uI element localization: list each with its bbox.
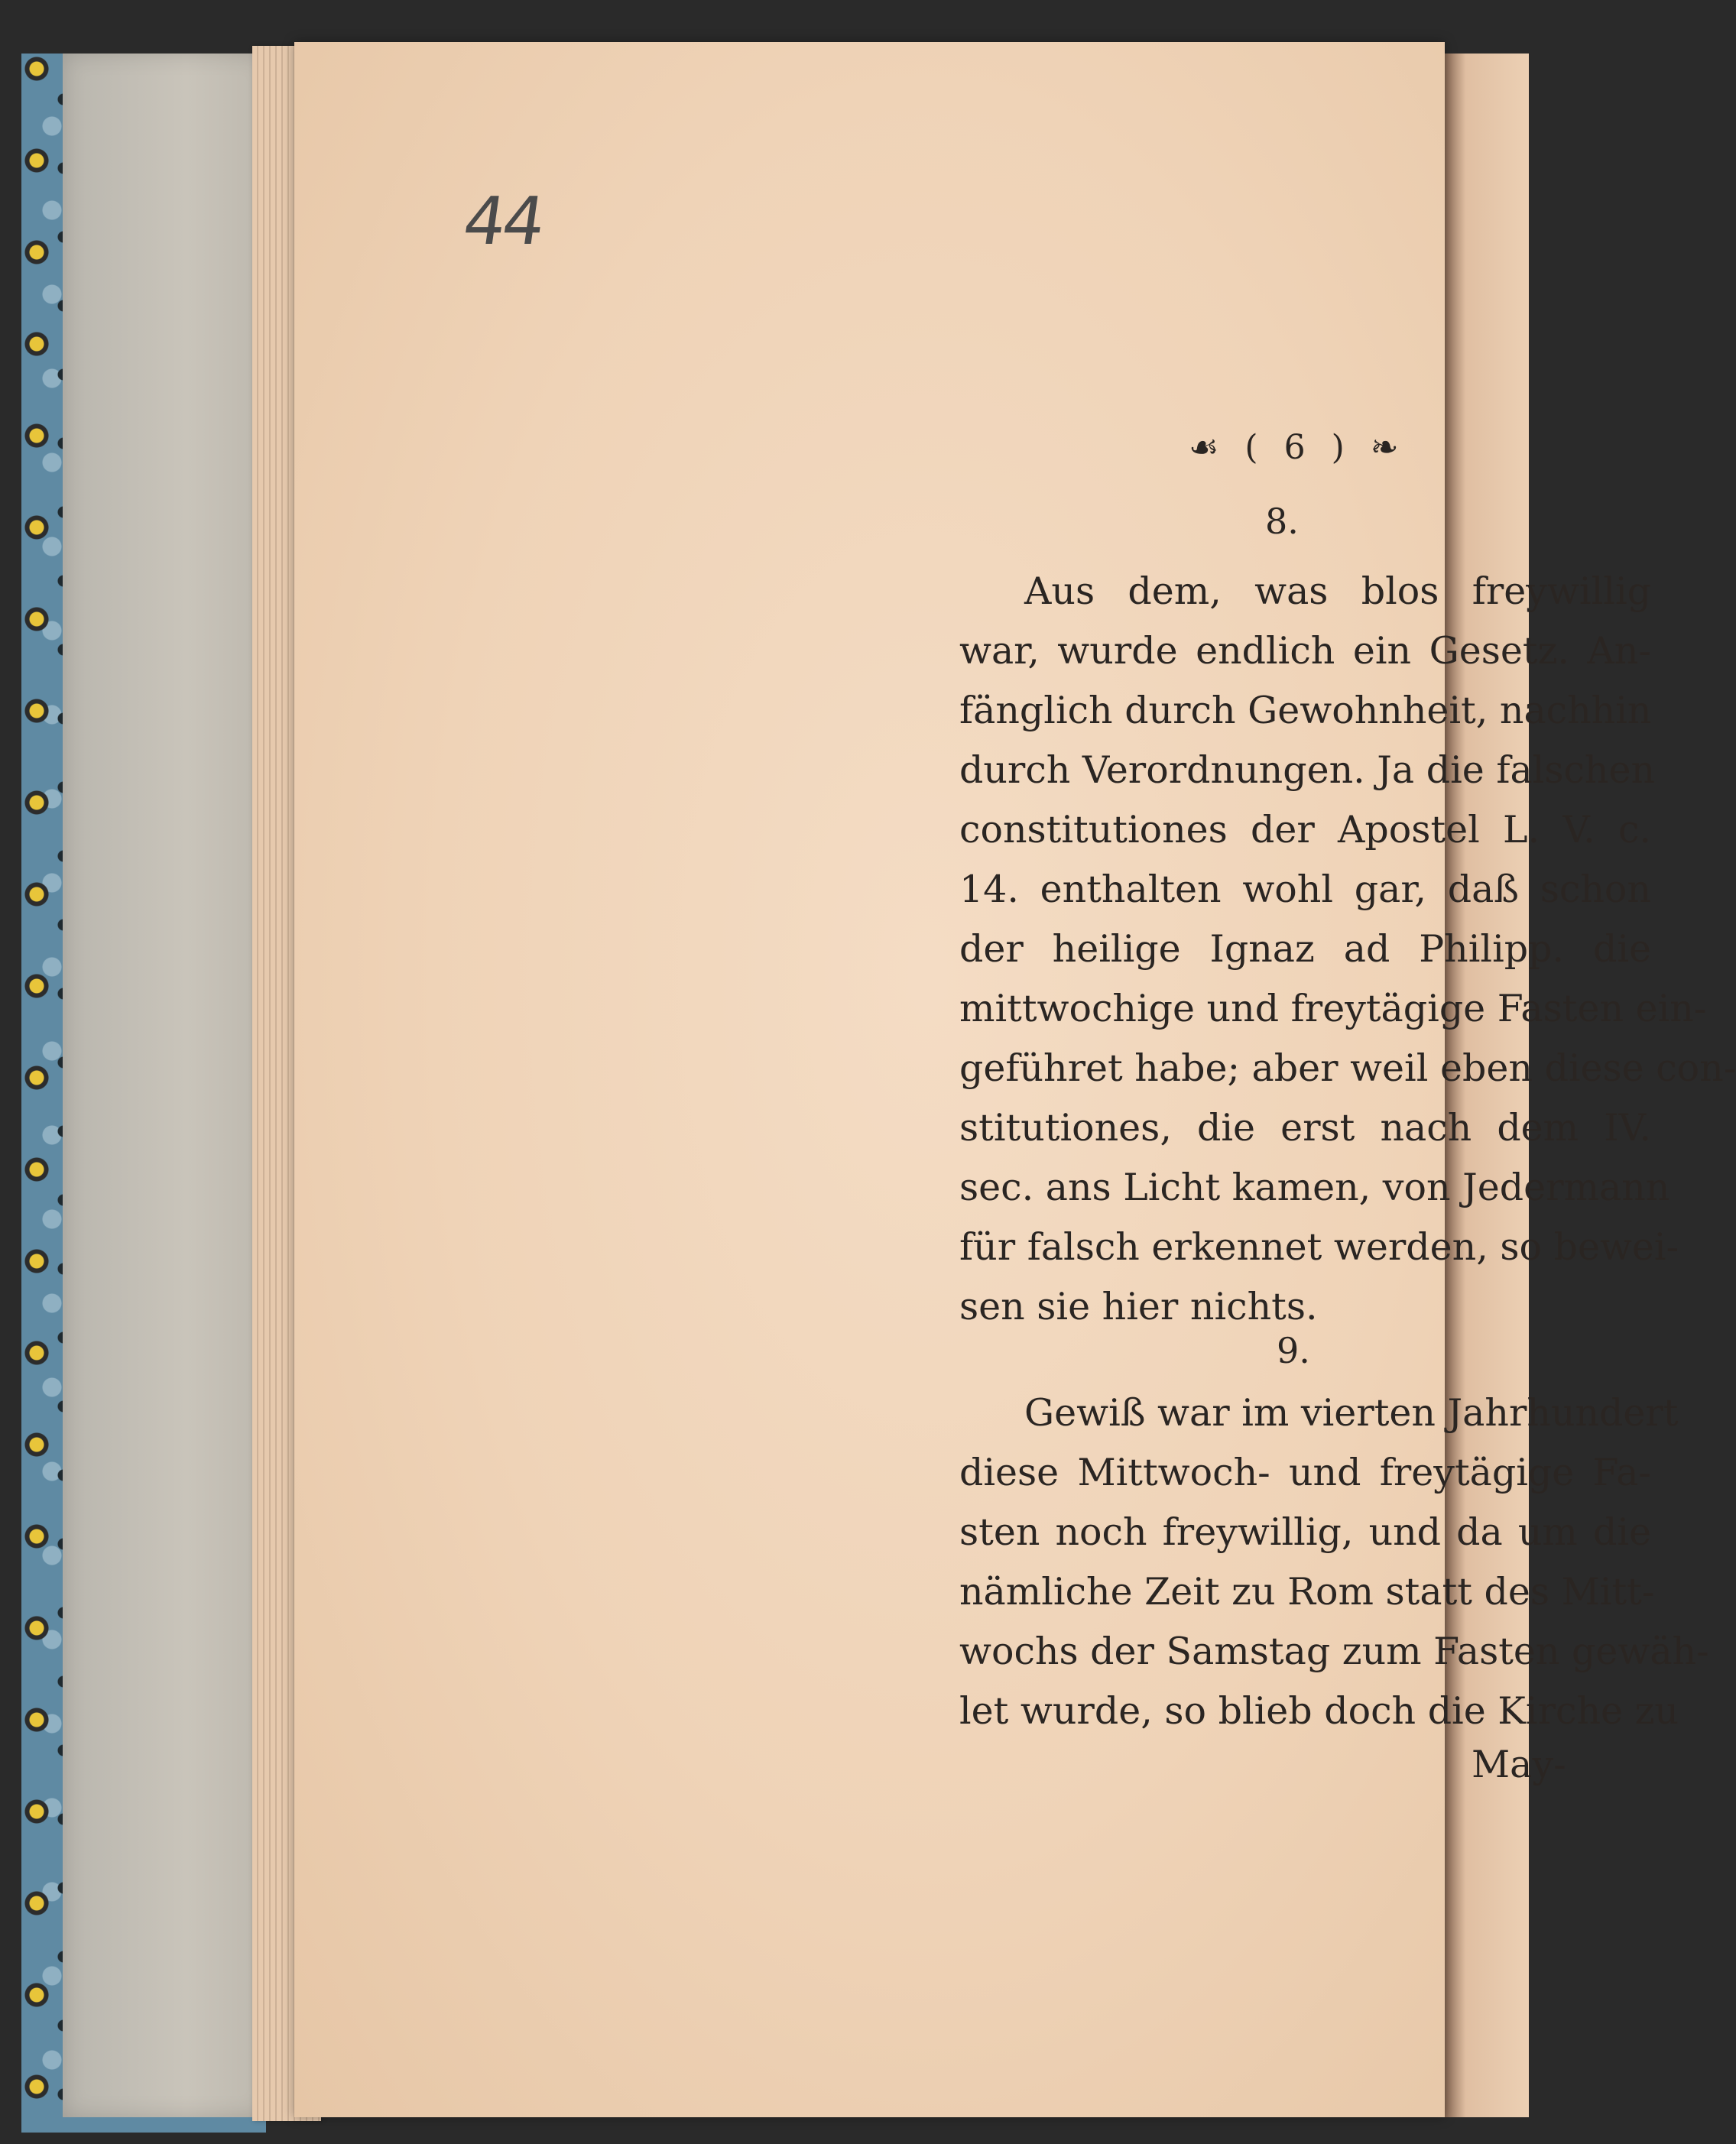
text-line: constitutiones der Apostel L. V. c. <box>959 808 1651 851</box>
text-line: stitutiones, die erst nach dem IV. <box>959 1106 1651 1150</box>
text-line: Aus dem, was blos freywillig <box>1024 569 1651 613</box>
text-line: für falsch erkennet werden, so bewei- <box>959 1225 1679 1269</box>
section-number: 8. <box>1265 501 1299 542</box>
flyleaf <box>63 54 269 2117</box>
text-line: 14. enthalten wohl gar, daß schon <box>959 868 1651 911</box>
text-line: let wurde, so blieb doch die Kirche zu <box>959 1689 1679 1733</box>
page-header: ☙ ( 6 ) ❧ <box>1189 428 1407 467</box>
text-line: diese Mittwoch- und freytägige Fa- <box>959 1451 1651 1494</box>
text-line: sten noch freywillig, und da um die <box>959 1510 1651 1554</box>
text-line: wochs der Samstag zum Fasten gewäh- <box>959 1630 1709 1673</box>
book-page <box>294 42 1736 2117</box>
catchword: May- <box>1472 1743 1566 1786</box>
text-line: der heilige Ignaz ad Philipp. die <box>959 927 1651 971</box>
text-line: fänglich durch Gewohnheit, nachhin <box>959 689 1652 732</box>
text-line: nämliche Zeit zu Rom statt des Mitt- <box>959 1570 1655 1614</box>
section-9-text <box>959 1383 1709 1741</box>
text-line: sec. ans Licht kamen, von Jedermann <box>959 1166 1670 1209</box>
text-line: durch Verordnungen. Ja die falschen <box>959 748 1656 792</box>
handwritten-page-number: 44 <box>458 183 547 260</box>
text-line: geführet habe; aber weil eben diese con- <box>959 1046 1736 1090</box>
text-line: Gewiß war im vierten Jahrhundert <box>1024 1391 1679 1435</box>
section-number: 9. <box>1277 1330 1310 1371</box>
section-8-text <box>959 562 1736 1337</box>
text-line: war, wurde endlich ein Gesetz. An- <box>959 629 1651 673</box>
text-line: mittwochige und freytägige Fasten ein- <box>959 987 1707 1030</box>
text-line: sen sie hier nichts. <box>959 1285 1318 1328</box>
